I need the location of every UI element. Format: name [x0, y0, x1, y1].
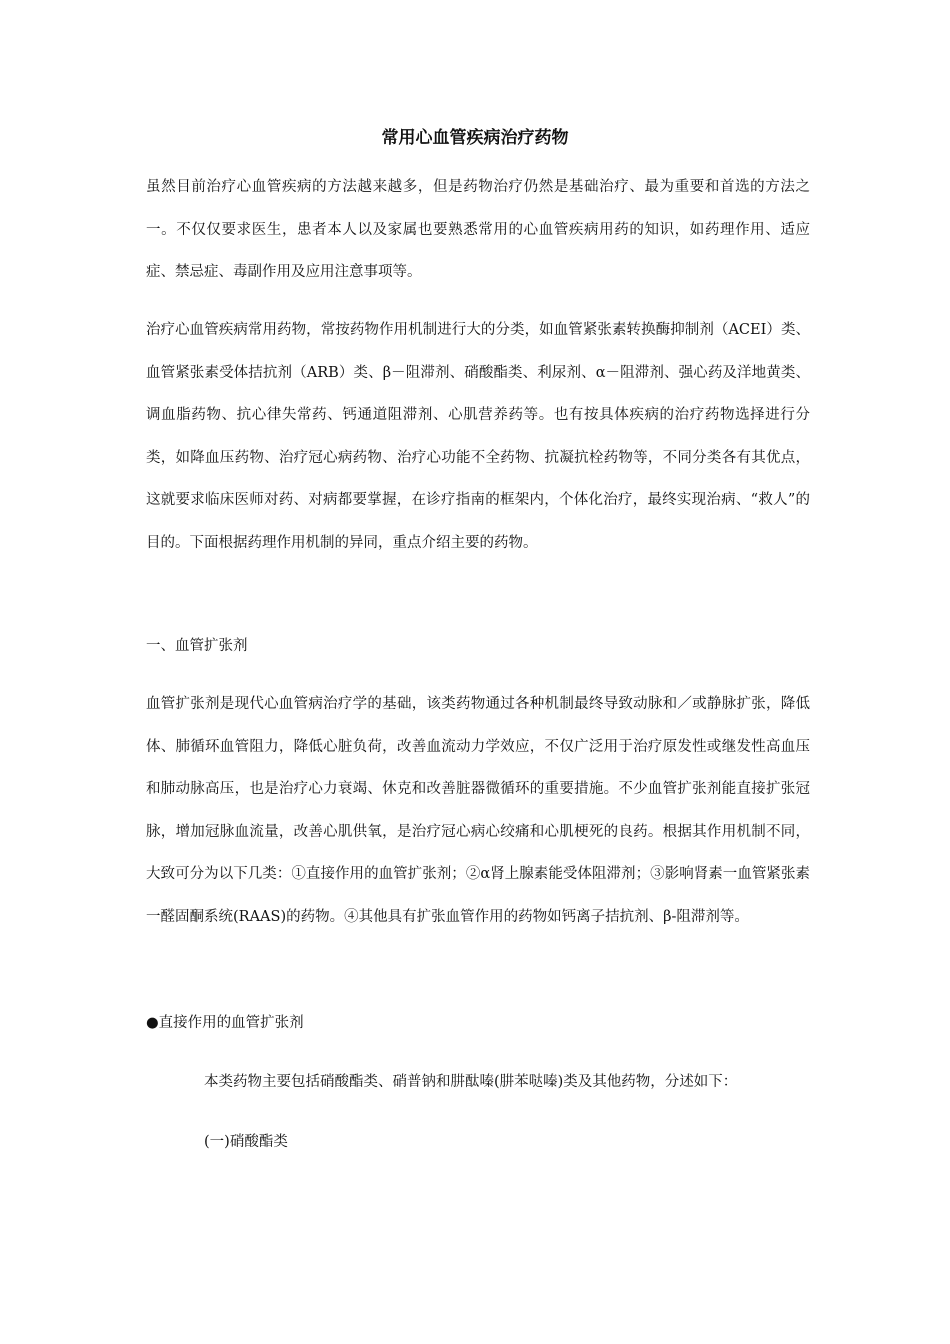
section-heading-vasodilators: 一、血管扩张剂	[146, 638, 248, 654]
direct-vasodilator-intro: 本类药物主要包括硝酸酯类、硝普钠和肼酞嗪(肼苯哒嗪)类及其他药物，分述如下：	[204, 1074, 738, 1090]
intro-paragraph: 虽然目前治疗心血管疾病的方法越来越多，但是药物治疗仍然是基础治疗、最为重要和首选的方法之一。不仅仅要求医生，患者本人以及家属也要熟悉常用的心血管疾病用药的知识，如药理作用、适应症、禁忌症、毒副作用及应用注意事项等。	[146, 179, 810, 280]
bullet-heading-direct-vasodilators: ●直接作用的血管扩张剂	[146, 1015, 304, 1031]
vasodilator-paragraph: 血管扩张剂是现代心血管病治疗学的基础，该类药物通过各种机制最终导致动脉和／或静脉扩张，降低体、肺循环血管阻力，降低心脏负荷，改善血流动力学效应，不仅广泛用于治疗原发性或继发性高血压和肺动脉高压，也是治疗心力衰竭、休克和改善脏器微循环的重要措施。不少血管扩张剂能直接扩张冠脉，增加冠脉血流量，改善心肌供氧，是治疗冠心病心绞痛和心肌梗死的良药。根据其作用机制不同，大致可分为以下几类：①直接作用的血管扩张剂；②α肾上腺素能受体阻滞剂；③影响肾素一血管紧张素一醛固酮系统(RAAS)的药物。④其他具有扩张血管作用的药物如钙离子拮抗剂、β-阻滞剂等。	[146, 696, 810, 925]
document-title: 常用心血管疾病治疗药物	[381, 128, 569, 148]
subsection-heading-nitrates: (一)硝酸酯类	[204, 1134, 288, 1150]
classification-paragraph: 治疗心血管疾病常用药物，常按药物作用机制进行大的分类，如血管紧张素转换酶抑制剂（ACEI）类、血管紧张素受体拮抗剂（ARB）类、β－阻滞剂、硝酸酯类、利尿剂、α－阻滞剂、强心药及洋地黄类、调血脂药物、抗心律失常药、钙通道阻滞剂、心肌营养药等。也有按具体疾病的治疗药物选择进行分类，如降血压药物、治疗冠心病药物、治疗心功能不全药物、抗凝抗栓药物等，不同分类各有其优点，这就要求临床医师对药、对病都要掌握，在诊疗指南的框架内，个体化治疗，最终实现治病、“救人”的目的。下面根据药理作用机制的异同，重点介绍主要的药物。	[146, 322, 810, 551]
